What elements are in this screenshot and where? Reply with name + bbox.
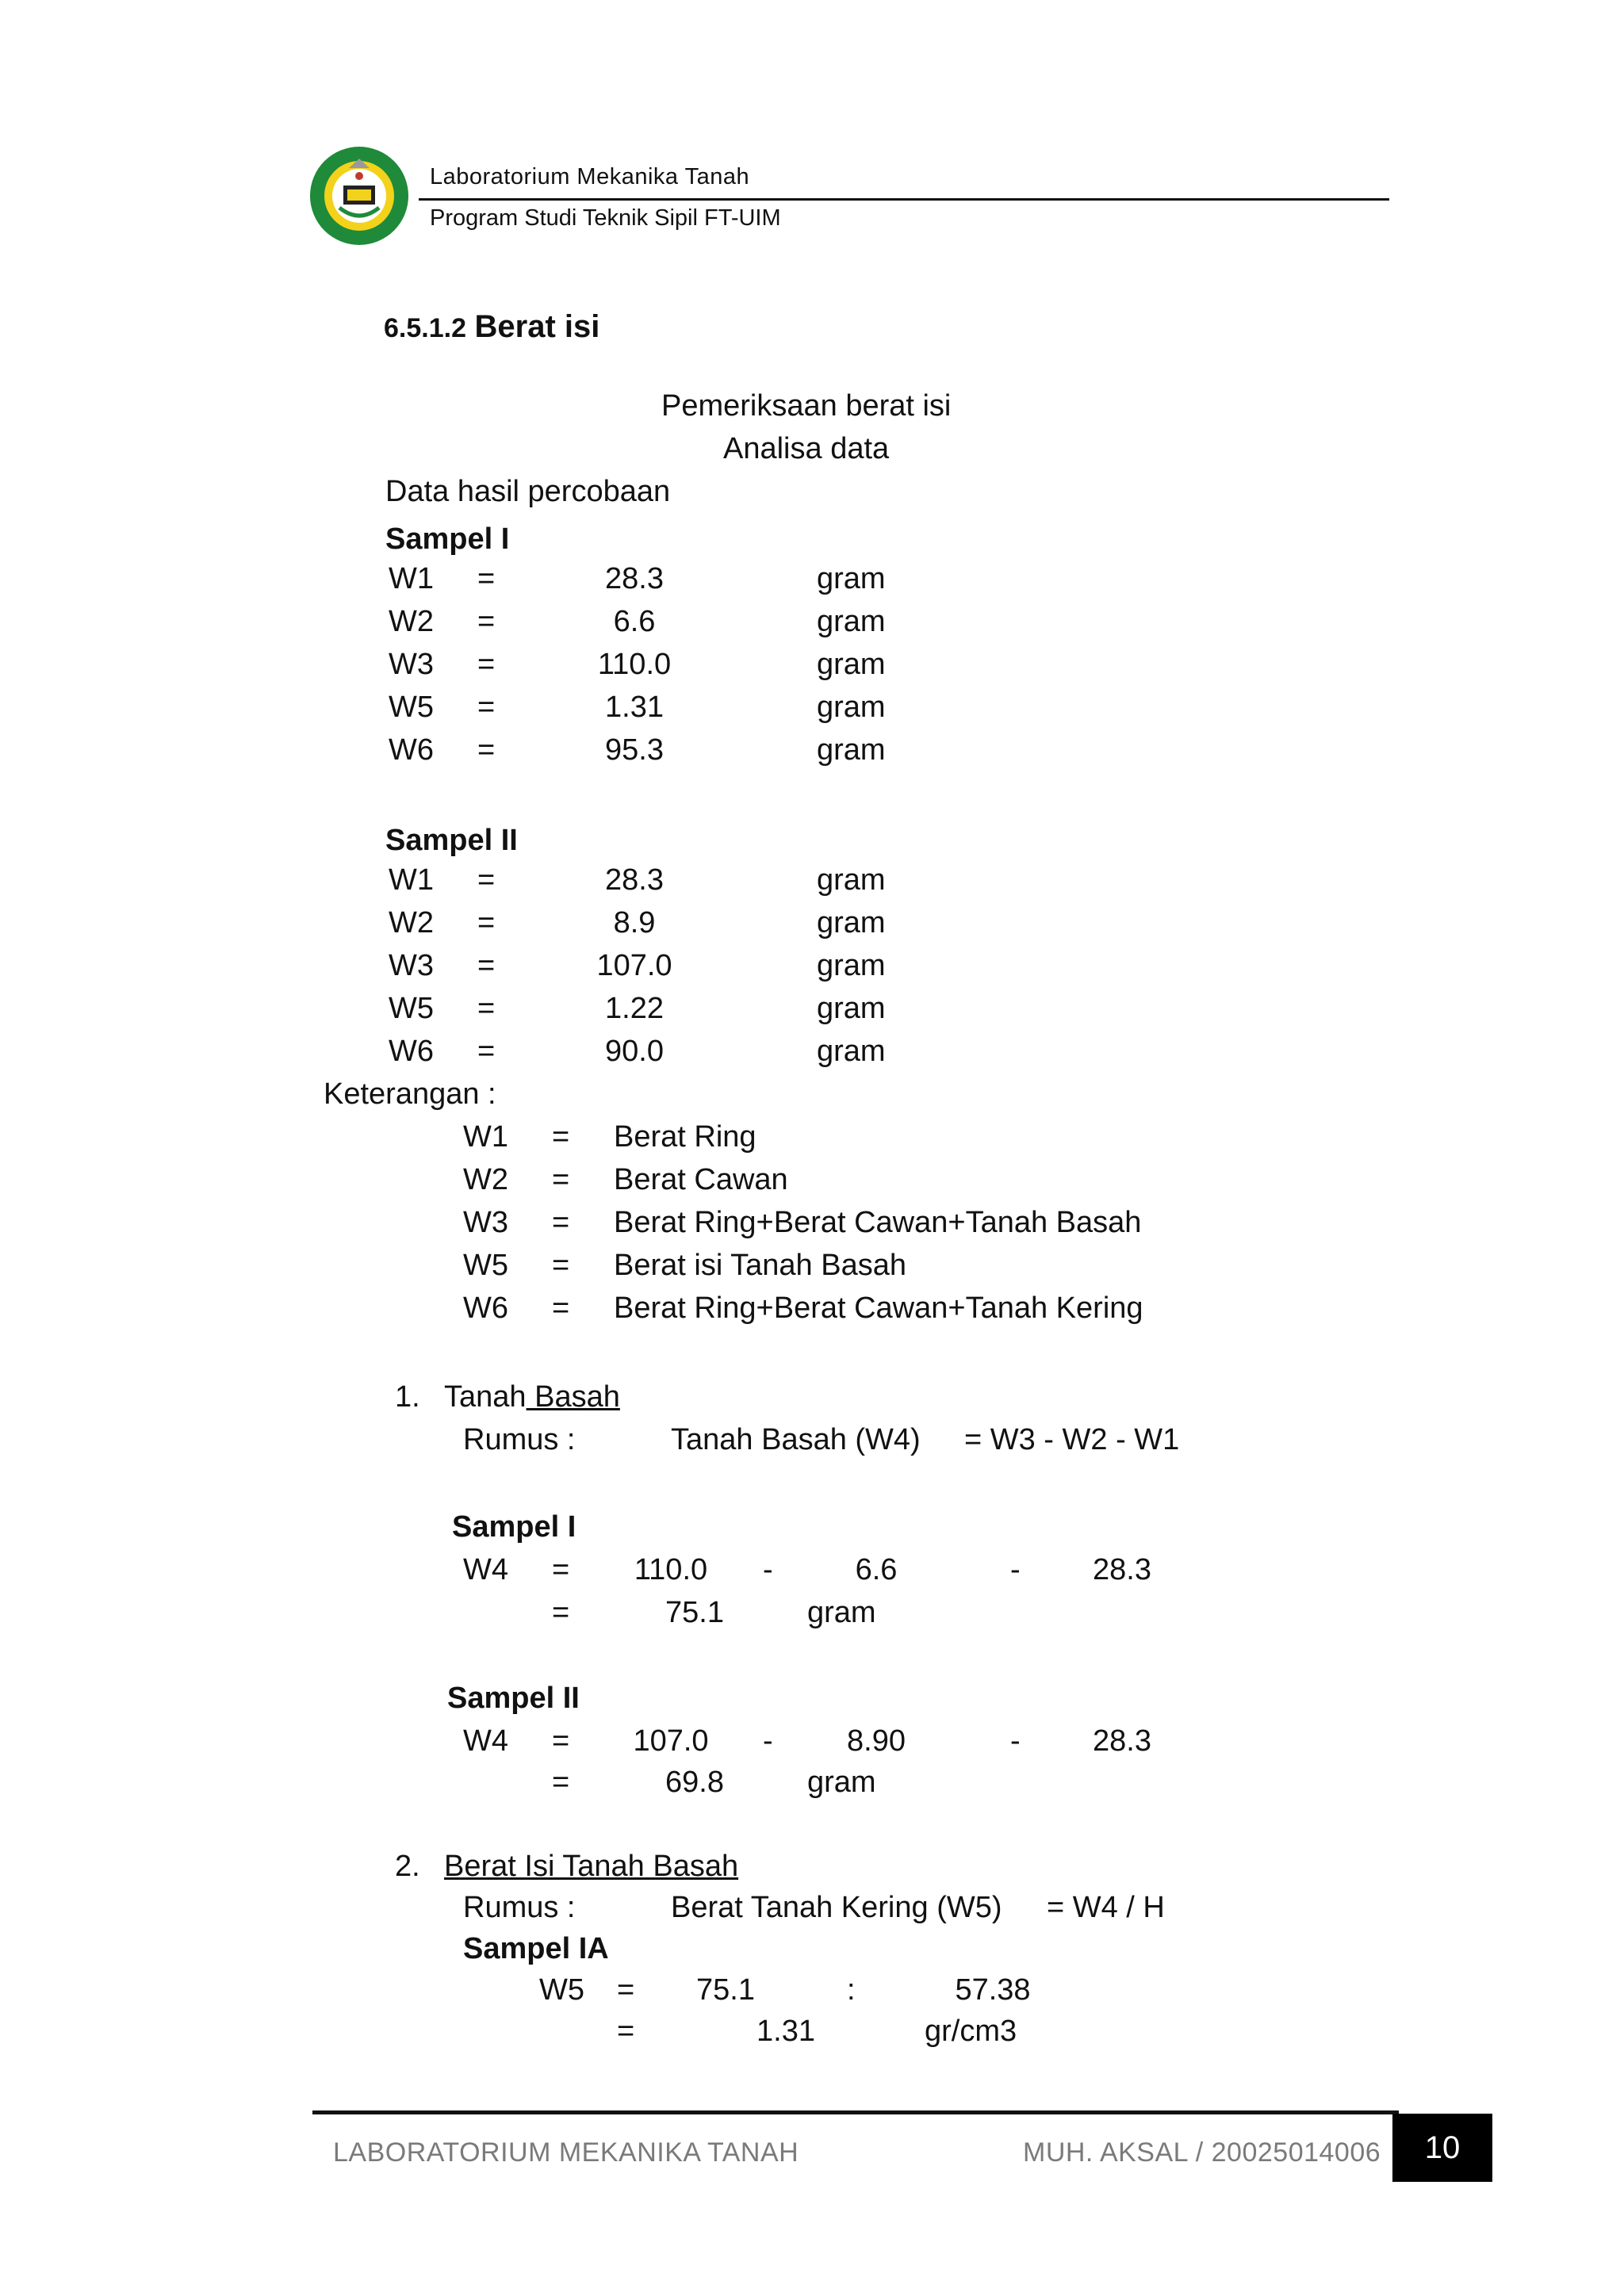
row-value: 1.22 <box>605 992 664 1025</box>
item1-s1-minus2: - <box>1010 1553 1021 1586</box>
page-number: 10 <box>1392 2114 1492 2182</box>
row-value: 110.0 <box>597 648 672 681</box>
row-value: 8.9 <box>613 906 656 939</box>
ket-desc: Berat isi Tanah Basah <box>614 1249 906 1282</box>
item1-s1-a: 110.0 <box>634 1553 708 1586</box>
item1-s1-title: Sampel I <box>452 1510 576 1544</box>
section-heading <box>384 309 599 345</box>
item1-s2-b: 8.90 <box>847 1724 906 1758</box>
row-unit: gram <box>817 605 886 638</box>
item1-s1-eq2: = <box>552 1596 570 1629</box>
ket-eq: = <box>552 1163 570 1196</box>
row-value: 6.6 <box>613 605 656 638</box>
item1-s2-a: 107.0 <box>633 1724 709 1758</box>
item2-s1-a: 75.1 <box>696 1973 755 2007</box>
row-unit: gram <box>817 691 886 724</box>
section-number: 6.5.1.2 <box>384 313 466 343</box>
footer-divider <box>312 2110 1399 2114</box>
item1-s2-unit: gram <box>807 1766 876 1799</box>
ket-desc: Berat Ring+Berat Cawan+Tanah Basah <box>614 1206 1142 1239</box>
row-eq: = <box>477 562 496 595</box>
item1-s2-var: W4 <box>463 1724 508 1758</box>
ket-key: W5 <box>463 1249 508 1282</box>
item2-s1-b: 57.38 <box>955 1973 1031 2007</box>
footer-left: LABORATORIUM MEKANIKA TANAH <box>333 2137 799 2168</box>
row-value: 28.3 <box>605 562 664 595</box>
row-value: 107.0 <box>596 949 672 982</box>
footer-right: MUH. AKSAL / 20025014006 <box>1023 2137 1381 2168</box>
row-unit: gram <box>817 863 886 897</box>
row-value: 95.3 <box>605 733 664 767</box>
row-key: W2 <box>389 605 434 638</box>
section-title: Berat isi <box>474 309 600 344</box>
intro-line1: Pemeriksaan berat isi <box>661 389 952 423</box>
ket-key: W3 <box>463 1206 508 1239</box>
data-label: Data hasil percobaan <box>385 475 671 508</box>
item1-title-underlined: Basah <box>526 1380 620 1414</box>
item1-s1-unit: gram <box>807 1596 876 1629</box>
row-eq: = <box>477 992 496 1025</box>
row-value: 28.3 <box>605 863 664 897</box>
item2-s1-title: Sampel IA <box>463 1932 609 1965</box>
ket-desc: Berat Ring <box>614 1120 756 1154</box>
keterangan-title: Keterangan : <box>324 1077 496 1111</box>
item1-s1-c: 28.3 <box>1093 1553 1151 1586</box>
sampel2-title: Sampel II <box>385 824 518 857</box>
row-eq: = <box>477 733 496 767</box>
row-value: 1.31 <box>605 691 664 724</box>
ket-eq: = <box>552 1249 570 1282</box>
item1-s2-eq: = <box>552 1724 570 1758</box>
row-key: W5 <box>389 691 434 724</box>
row-key: W5 <box>389 992 434 1025</box>
item1-title <box>444 1380 620 1414</box>
row-unit: gram <box>817 992 886 1025</box>
row-unit: gram <box>817 949 886 982</box>
row-key: W3 <box>389 949 434 982</box>
ket-eq: = <box>552 1206 570 1239</box>
item1-s1-minus1: - <box>763 1553 773 1586</box>
header-lab-name: Laboratorium Mekanika Tanah <box>430 164 750 189</box>
header-divider <box>419 198 1389 201</box>
university-logo <box>308 144 411 247</box>
row-eq: = <box>477 648 496 681</box>
item1-rumus-label: Rumus : <box>463 1423 576 1456</box>
item1-s1-eq: = <box>552 1553 570 1586</box>
row-eq: = <box>477 863 496 897</box>
item1-s2-title: Sampel II <box>447 1682 580 1715</box>
item1-rumus-name: Tanah Basah (W4) <box>671 1423 921 1456</box>
item1-s2-minus2: - <box>1010 1724 1021 1758</box>
ket-key: W2 <box>463 1163 508 1196</box>
row-unit: gram <box>817 562 886 595</box>
item2-s1-unit: gr/cm3 <box>925 2015 1017 2048</box>
ket-key: W6 <box>463 1292 508 1325</box>
header-program: Program Studi Teknik Sipil FT-UIM <box>430 205 781 231</box>
item1-s1-b: 6.6 <box>855 1553 898 1586</box>
item2-title: Berat Isi Tanah Basah <box>444 1850 739 1883</box>
item1-s1-var: W4 <box>463 1553 508 1586</box>
item2-s1-eq2: = <box>617 2015 635 2048</box>
ket-key: W1 <box>463 1120 508 1154</box>
row-key: W1 <box>389 562 434 595</box>
row-eq: = <box>477 691 496 724</box>
ket-eq: = <box>552 1292 570 1325</box>
item2-number: 2. <box>395 1850 420 1883</box>
ket-desc: Berat Cawan <box>614 1163 788 1196</box>
row-unit: gram <box>817 906 886 939</box>
row-unit: gram <box>817 733 886 767</box>
row-eq: = <box>477 949 496 982</box>
row-eq: = <box>477 1035 496 1068</box>
row-key: W3 <box>389 648 434 681</box>
item1-title-plain: Tanah <box>444 1380 527 1414</box>
sampel1-title: Sampel I <box>385 522 510 556</box>
item1-s2-result: 69.8 <box>665 1766 724 1799</box>
row-eq: = <box>477 906 496 939</box>
row-key: W2 <box>389 906 434 939</box>
row-key: W6 <box>389 733 434 767</box>
item1-number: 1. <box>395 1380 420 1414</box>
row-eq: = <box>477 605 496 638</box>
item2-rumus-expr: = W4 / H <box>1047 1891 1165 1924</box>
item2-s1-result: 1.31 <box>756 2015 815 2048</box>
row-unit: gram <box>817 1035 886 1068</box>
row-unit: gram <box>817 648 886 681</box>
item1-s2-c: 28.3 <box>1093 1724 1151 1758</box>
item2-s1-var: W5 <box>539 1973 584 2007</box>
row-key: W6 <box>389 1035 434 1068</box>
ket-desc: Berat Ring+Berat Cawan+Tanah Kering <box>614 1292 1143 1325</box>
item1-rumus-expr: = W3 - W2 - W1 <box>964 1423 1180 1456</box>
item2-rumus-label: Rumus : <box>463 1891 576 1924</box>
item2-rumus-name: Berat Tanah Kering (W5) <box>671 1891 1002 1924</box>
intro-line2: Analisa data <box>723 432 890 465</box>
item1-s1-result: 75.1 <box>665 1596 724 1629</box>
row-value: 90.0 <box>605 1035 664 1068</box>
ket-eq: = <box>552 1120 570 1154</box>
item2-s1-eq: = <box>617 1973 635 2007</box>
item1-s2-minus1: - <box>763 1724 773 1758</box>
item2-s1-op: : <box>847 1973 856 2007</box>
item1-s2-eq2: = <box>552 1766 570 1799</box>
row-key: W1 <box>389 863 434 897</box>
